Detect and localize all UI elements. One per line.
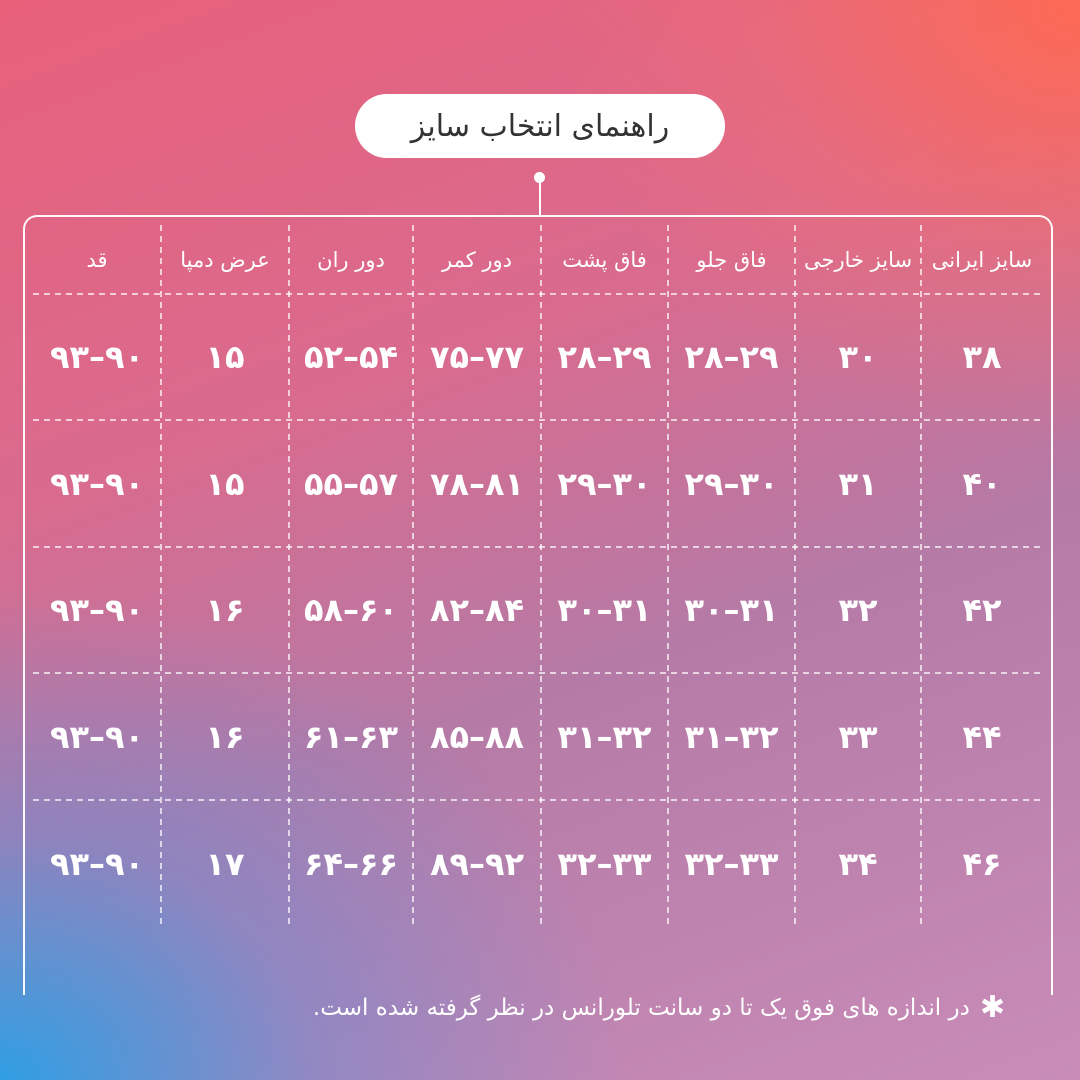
column-header-hem-width: عرض دمپا [180, 247, 270, 272]
page-title [355, 94, 725, 158]
connector-dot [534, 172, 545, 183]
table-cell-thigh: ۶۱–۶۳ [303, 717, 399, 756]
table-cell-back-rise: ۳۰–۳۱ [557, 591, 652, 629]
table-cell-iranian-size: ۴۴ [962, 717, 1002, 756]
column-header-waist: دور کمر [441, 247, 513, 272]
table-cell-foreign-size: ۳۱ [838, 464, 878, 503]
table-cell-hem-width: ۱۶ [205, 591, 245, 629]
table-cell-length: ۹۳–۹۰ [49, 717, 145, 756]
asterisk-icon: ✱ [979, 990, 1005, 1025]
table-cell-length: ۹۳–۹۰ [49, 464, 145, 503]
page-title-text: راهنمای انتخاب سایز [410, 108, 670, 144]
column-header-front-rise: فاق جلو [696, 247, 767, 272]
table-cell-front-rise: ۳۰–۳۱ [684, 591, 779, 629]
table-cell-foreign-size: ۳۳ [838, 717, 878, 756]
table-cell-back-rise: ۲۹–۳۰ [557, 464, 652, 503]
table-cell-iranian-size: ۳۸ [962, 338, 1002, 376]
table-cell-waist: ۷۸–۸۱ [429, 464, 525, 503]
table-cell-length: ۹۳–۹۰ [49, 591, 145, 629]
table-cell-foreign-size: ۳۰ [838, 338, 878, 376]
table-cell-thigh: ۵۲–۵۴ [303, 338, 399, 376]
column-header-iranian-size: سایز ایرانی [931, 247, 1033, 272]
column-header-foreign-size: سایز خارجی [803, 247, 913, 272]
table-cell-front-rise: ۲۸–۲۹ [684, 338, 779, 376]
table-cell-hem-width: ۱۶ [205, 717, 245, 756]
table-cell-waist: ۸۹–۹۲ [429, 845, 525, 883]
table-cell-waist: ۷۵–۷۷ [429, 338, 525, 376]
table-cell-thigh: ۵۵–۵۷ [303, 464, 399, 503]
table-cell-length: ۹۳–۹۰ [49, 338, 145, 376]
table-cell-hem-width: ۱۵ [205, 338, 245, 376]
column-header-length: قد [86, 247, 108, 272]
table-cell-hem-width: ۱۷ [205, 845, 245, 883]
table-cell-foreign-size: ۳۴ [838, 845, 878, 883]
table-cell-waist: ۸۲–۸۴ [429, 591, 525, 629]
footnote-text: در اندازه های فوق یک تا دو سانت تلورانس در نظر گرفته شده است. [312, 995, 970, 1021]
table-cell-back-rise: ۳۲–۳۳ [557, 845, 652, 883]
table-cell-iranian-size: ۴۲ [962, 591, 1002, 629]
table-cell-hem-width: ۱۵ [205, 464, 245, 503]
column-header-thigh: دور ران [317, 247, 385, 272]
table-cell-waist: ۸۵–۸۸ [429, 717, 525, 756]
table-cell-foreign-size: ۳۲ [838, 591, 878, 629]
table-cell-back-rise: ۳۱–۳۲ [557, 717, 652, 756]
table-cell-length: ۹۳–۹۰ [49, 845, 145, 883]
table-cell-thigh: ۶۴–۶۶ [303, 845, 399, 883]
table-cell-iranian-size: ۴۶ [962, 845, 1002, 883]
table-cell-iranian-size: ۴۰ [962, 464, 1002, 503]
table-cell-front-rise: ۳۱–۳۲ [684, 717, 779, 756]
table-cell-thigh: ۵۸–۶۰ [303, 591, 399, 629]
table-cell-front-rise: ۳۲–۳۳ [684, 845, 779, 883]
column-header-back-rise: فاق پشت [562, 247, 647, 272]
footnote [45, 988, 1005, 1028]
table-cell-back-rise: ۲۸–۲۹ [557, 338, 652, 376]
table-cell-front-rise: ۲۹–۳۰ [684, 464, 779, 503]
connector-line [539, 178, 541, 216]
